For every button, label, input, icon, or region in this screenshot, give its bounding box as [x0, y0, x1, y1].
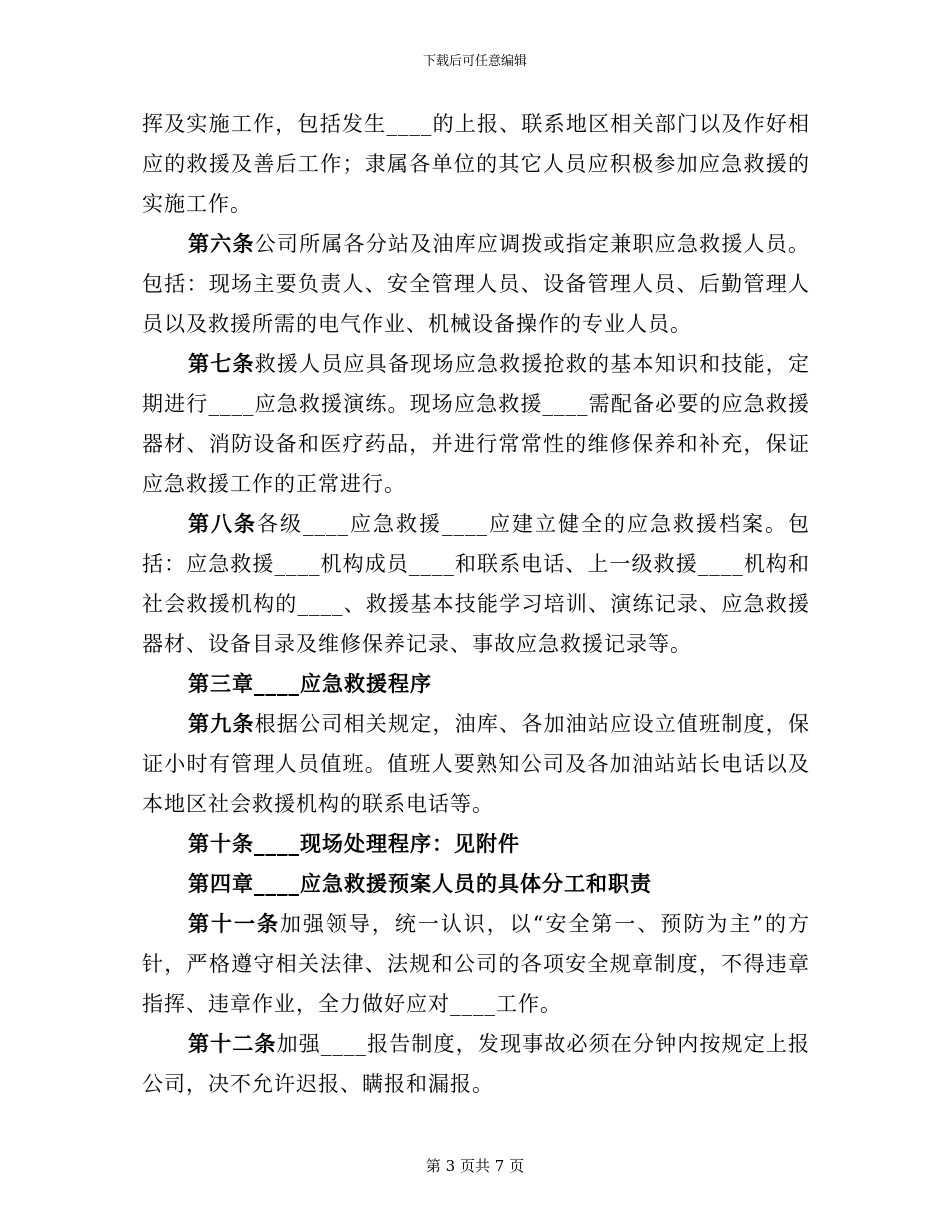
article-text: 各级____应急救援____应建立健全的应急救援档案。包括：应急救援____机构成员____和联系电话、上一级救援____机构和社会救援机构的____、救援基本技能学习培训、演练记录、应急救援器材、设备目录及维修保养记录、事故应急救援记录等。 — [142, 512, 810, 656]
article-number: 第十二条 — [188, 1031, 277, 1056]
article-text: 救援人员应具备现场应急救援抢救的基本知识和技能，定期进行____应急救援演练。现场应急救援____需配备必要的应急救援器材、消防设备和医疗药品，并进行常常性的维修保养和补充，保证应急救援工作的正常进行。 — [142, 352, 811, 496]
article-text: 根据公司相关规定，油库、各加油站应设立值班制度，保证小时有管理人员值班。值班人要熟知公司及各加油站站长电话以及本地区社会救援机构的联系电话等。 — [142, 712, 811, 816]
article-number: 第七条 — [188, 351, 255, 376]
article-number: 第六条 — [188, 231, 255, 256]
article-7 — [142, 344, 810, 504]
article-text: 加强____报告制度，发现事故必须在分钟内按规定上报公司，决不允许迟报、瞒报和漏报。 — [142, 1032, 811, 1096]
chapter-title: 第三章____应急救援程序 — [188, 671, 432, 696]
page-header: 下载后可任意编辑 — [422, 54, 527, 69]
page-footer: 第 3 页共 7 页 — [425, 1157, 525, 1175]
article-number: 第八条 — [188, 511, 257, 536]
chapter-title: 第四章____应急救援预案人员的具体分工和职责 — [188, 871, 652, 896]
article-9 — [142, 704, 810, 824]
article-title: 第十条____现场处理程序：见附件 — [188, 831, 520, 856]
document-body — [142, 104, 810, 1104]
article-number: 第十一条 — [188, 911, 280, 936]
article-10 — [142, 824, 810, 864]
article-12 — [142, 1024, 810, 1104]
article-number: 第九条 — [188, 711, 255, 736]
paragraph-continuation — [142, 104, 810, 224]
article-text: 加强领导，统一认识，以“安全第一、预防为主”的方针，严格遵守相关法律、法规和公司的各项安全规章制度，不得违章指挥、违章作业，全力做好应对____工作。 — [142, 912, 810, 1016]
article-11 — [142, 904, 810, 1024]
article-8 — [142, 504, 810, 664]
chapter-3-heading — [142, 664, 810, 704]
chapter-4-heading — [142, 864, 810, 904]
paragraph-text: 挥及实施工作，包括发生____的上报、联系地区相关部门以及作好相应的救援及善后工作；隶属各单位的其它人员应积极参加应急救援的实施工作。 — [142, 112, 810, 216]
article-text: 公司所属各分站及油库应调拨或指定兼职应急救援人员。包括：现场主要负责人、安全管理人员、设备管理人员、后勤管理人员以及救援所需的电气作业、机械设备操作的专业人员。 — [142, 232, 811, 336]
article-6 — [142, 224, 810, 344]
